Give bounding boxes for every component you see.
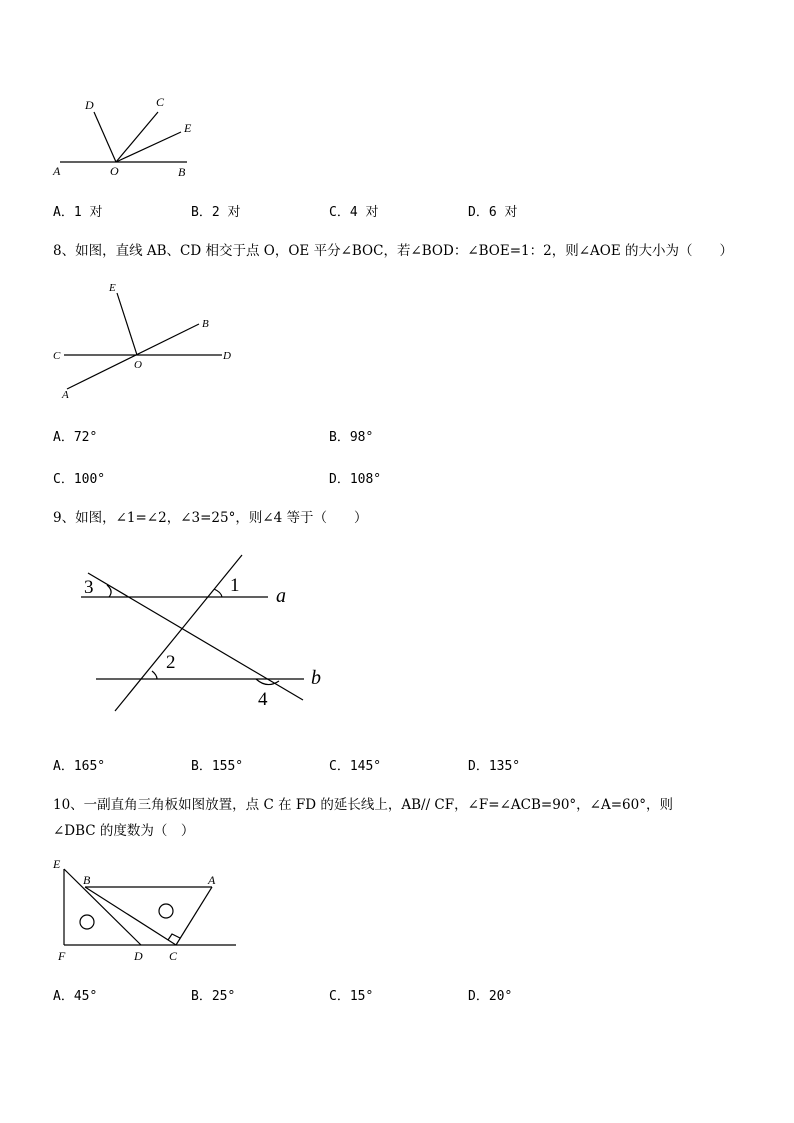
q7-label-a: A <box>53 164 61 178</box>
q7-label-o: O <box>110 164 119 178</box>
q9-option-c[interactable]: C．145° <box>329 759 382 774</box>
q10-segment-bc <box>85 887 176 945</box>
q8-option-c[interactable]: C．100° <box>53 472 106 487</box>
q10-segment-ed <box>64 869 141 945</box>
q8-option-d[interactable]: D．108° <box>329 472 382 487</box>
q10-label-a: A <box>208 873 216 887</box>
q9-label-a: a <box>276 585 286 607</box>
q8-label-d: D <box>223 350 231 362</box>
q9-option-a[interactable]: A．165° <box>53 759 106 774</box>
q8-label-o: O <box>134 359 142 371</box>
q10-question-line1: 10、一副直角三角板如图放置，点 C 在 FD 的延长线上，AB// CF，∠F=∠ACB=90°，∠A=60°，则 <box>53 797 673 813</box>
q9-question-text: 9、如图，∠1=∠2，∠3=25°，则∠4 等于（ ） <box>53 510 368 526</box>
q9-label-3: 3 <box>84 577 94 598</box>
q10-option-c[interactable]: C．15° <box>329 989 374 1004</box>
q7-label-d: D <box>85 98 94 112</box>
q9-option-b[interactable]: B．155° <box>191 759 244 774</box>
q9-option-d[interactable]: D．135° <box>468 759 521 774</box>
q7-option-d[interactable]: D．6 对 <box>468 205 518 220</box>
q10-question-line2: ∠DBC 的度数为（ ） <box>53 823 195 839</box>
q10-label-d: D <box>134 949 143 963</box>
q9-label-1: 1 <box>230 575 240 596</box>
q10-label-c: C <box>169 949 178 963</box>
q9-label-4: 4 <box>258 689 268 710</box>
q8-question-text: 8、如图，直线 AB、CD 相交于点 O，OE 平分∠BOC，若∠BOD：∠BOE=1：2，则∠AOE 的大小为（ ） <box>53 243 733 259</box>
q10-circle-right <box>159 904 173 918</box>
q10-label-b: B <box>83 873 91 887</box>
q7-label-b: B <box>178 165 186 179</box>
q8-label-b: B <box>202 318 209 330</box>
q10-segment-ac <box>176 887 212 945</box>
q7-option-a[interactable]: A．1 对 <box>53 205 103 220</box>
q7-option-b[interactable]: B．2 对 <box>191 205 241 220</box>
q8-label-c: C <box>53 350 61 362</box>
q8-label-a: A <box>62 389 69 401</box>
q10-option-a[interactable]: A．45° <box>53 989 98 1004</box>
q9-label-2: 2 <box>166 652 176 673</box>
q7-label-c: C <box>156 95 165 109</box>
q9-label-b: b <box>311 667 321 689</box>
q8-option-a[interactable]: A．72° <box>53 430 98 445</box>
q10-label-f: F <box>58 949 66 963</box>
q8-option-b[interactable]: B．98° <box>329 430 374 445</box>
q7-option-c[interactable]: C．4 对 <box>329 205 379 220</box>
q7-label-e: E <box>184 121 192 135</box>
q10-label-e: E <box>53 857 61 871</box>
q10-circle-left <box>80 915 94 929</box>
q8-label-e: E <box>109 282 116 294</box>
q10-option-d[interactable]: D．20° <box>468 989 513 1004</box>
q10-right-angle-mark <box>168 934 180 940</box>
q10-option-b[interactable]: B．25° <box>191 989 236 1004</box>
